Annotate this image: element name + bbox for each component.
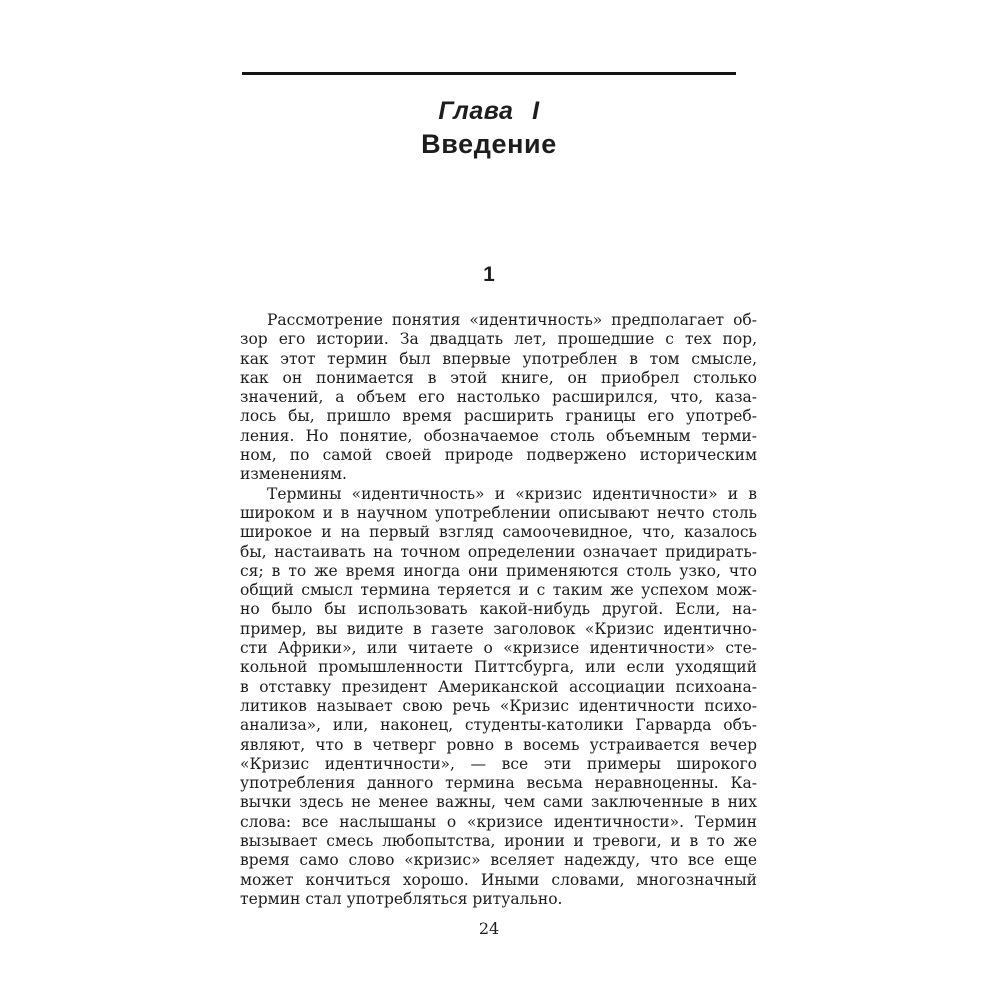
text-line: лось бы, пришло время расширить границы его употреб- [240,407,757,426]
text-line: общий смысл термина теряется и с таким же успехом мож- [240,581,757,600]
text-line: широкое и на первый взгляд самоочевидное, что, казалось [240,523,757,542]
text-line: ся; в то же время иногда они применяются столь узко, что [240,561,757,580]
body-text [240,311,757,909]
chapter-heading [242,95,736,161]
text-line: пример, вы видите в газете заголовок «Кризис идентично- [240,619,757,638]
paragraph [240,485,757,910]
chapter-title: Введение [421,129,557,159]
text-line: сти Африки», или читаете о «кризисе идентичности» сте- [240,639,757,658]
text-line: как этот термин был впервые употреблен в том смысле, [240,349,757,368]
text-line: литиков называет свою речь «Кризис идентичности психо- [240,696,757,715]
text-line: вычки здесь не менее важны, чем сами заключенные в них [240,793,757,812]
text-line: ном, по самой своей природе подвержено историческим [240,446,757,465]
text-line: как он понимается в этой книге, он приобрел столько [240,368,757,387]
text-line: в отставку президент Американской ассоциации психоана- [240,677,757,696]
text-line: зор его истории. За двадцать лет, прошедшие с тех пор, [240,330,757,349]
text-line: употребления данного термина весьма неравноценны. Ка- [240,774,757,793]
text-line: время само слово «кризис» вселяет надежду, что все еще [240,851,757,870]
text-line: бы, настаивать на точном определении означает придирать- [240,542,757,561]
text-line: может кончиться хорошо. Иными словами, многозначный [240,870,757,889]
text-line: анализа», или, наконец, студенты-католики Гарварда объ- [240,716,757,735]
text-line: ления. Но понятие, обозначаемое столь объемным терми- [240,426,757,445]
paragraph [240,311,757,485]
text-line: значений, а объем его настолько расширился, что, каза- [240,388,757,407]
text-line: но было бы использовать какой-нибудь другой. Если, на- [240,600,757,619]
text-line: вызывает смесь любопытства, иронии и тревоги, и в то же [240,832,757,851]
text-line: слова: все наслышаны о «кризисе идентичности». Термин [240,812,757,831]
text-line: Термины «идентичность» и «кризис идентичности» и в [267,484,757,503]
text-line: изменениям. [240,465,347,484]
section-number: 1 [483,263,495,286]
text-line: Рассмотрение понятия «идентичность» предполагает об- [267,311,757,329]
text-line: широком и в научном употреблении описывают нечто столь [240,503,757,522]
chapter-divider-rule [242,72,736,75]
chapter-label: Глава I [438,97,540,125]
text-line: являют, что в четверг ровно в восемь устраивается вечер [240,735,757,754]
text-line: кольной промышленности Питтсбурга, или если уходящий [240,658,757,677]
page-number: 24 [478,919,500,938]
text-line: «Кризис идентичности», — все эти примеры широкого [240,754,757,773]
text-line: термин стал употребляться ритуально. [240,889,563,908]
